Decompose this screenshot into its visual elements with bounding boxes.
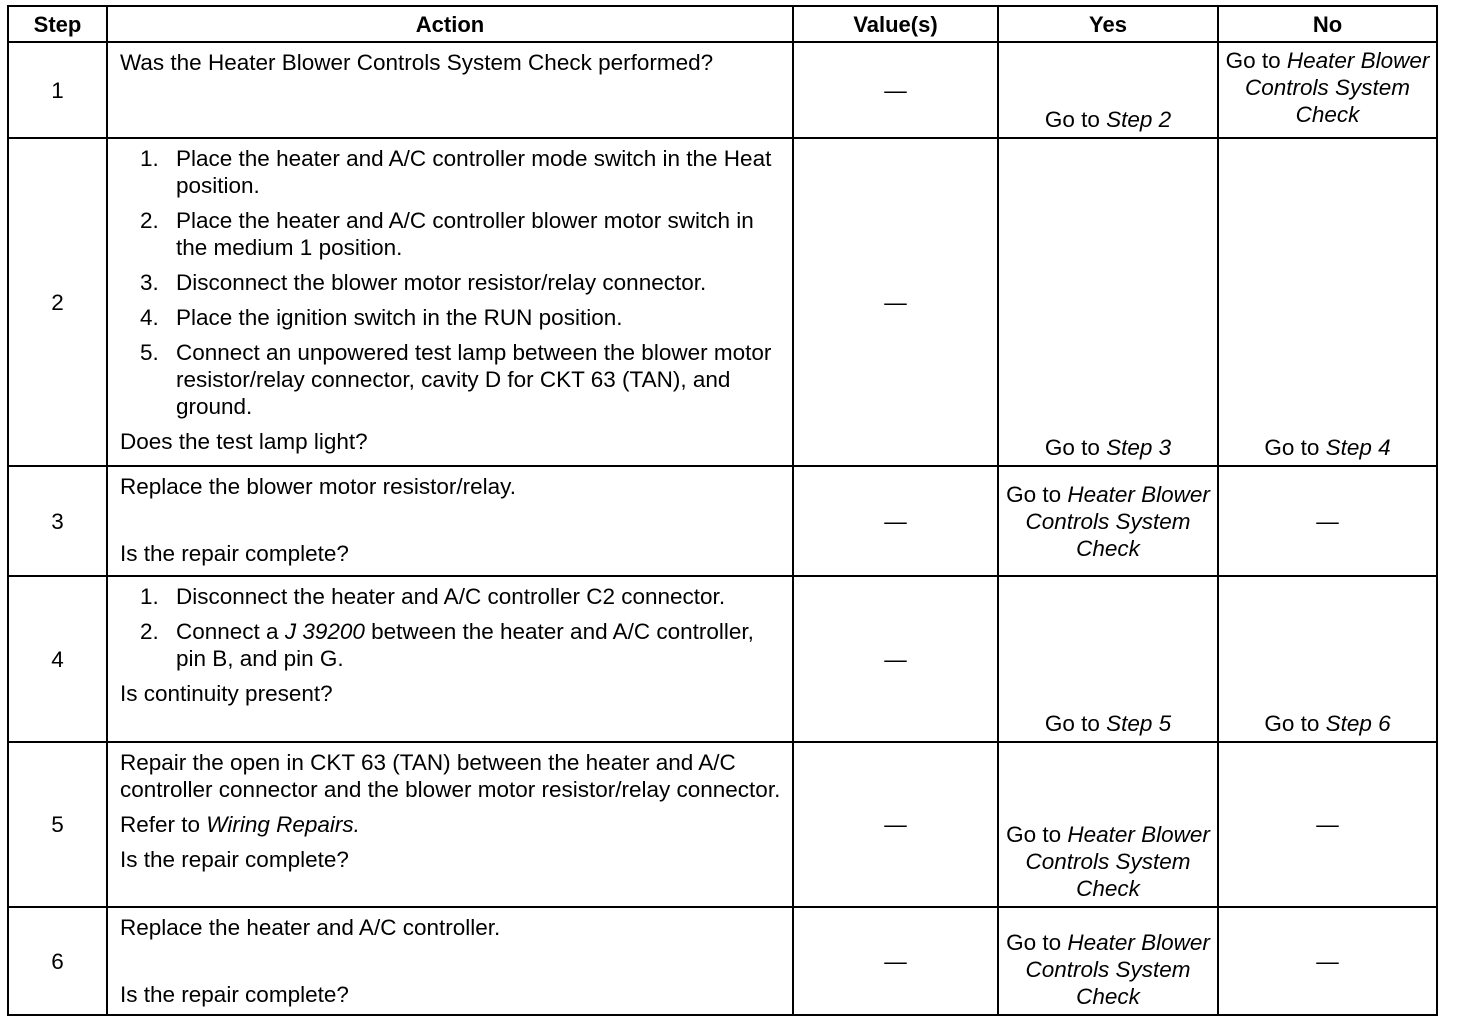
no-prefix: Go to xyxy=(1264,435,1326,460)
action-cell xyxy=(107,138,793,466)
value-cell: — xyxy=(793,907,998,1015)
value-cell: — xyxy=(793,742,998,907)
list-item: 1. Disconnect the heater and A/C controller C2 connector. xyxy=(140,584,726,609)
header-action: Action xyxy=(107,6,793,42)
list-item: 2. Connect a J 39200 between the heater and A/C controller, pin B, and pin G. xyxy=(140,619,754,671)
table-row xyxy=(8,742,1437,907)
yes-link[interactable]: Heater Blower Controls System Check xyxy=(1025,481,1210,561)
yes-cell xyxy=(998,42,1218,138)
tool-name: J 39200 xyxy=(284,619,365,644)
no-prefix: Go to xyxy=(1264,711,1326,736)
list-item: 4. Place the ignition switch in the RUN position. xyxy=(140,305,623,330)
header-no: No xyxy=(1218,6,1437,42)
no-cell xyxy=(1218,576,1437,742)
action-cell xyxy=(107,742,793,907)
question-text: Is the repair complete? xyxy=(120,847,349,872)
action-text: Was the Heater Blower Controls System Check performed? xyxy=(120,50,714,75)
step-number: 6 xyxy=(8,907,107,1015)
action-cell xyxy=(107,466,793,576)
substep-list xyxy=(120,145,782,420)
step-number: 5 xyxy=(8,742,107,907)
yes-cell xyxy=(998,576,1218,742)
value-cell: — xyxy=(793,576,998,742)
list-item: 2. Place the heater and A/C controller blower motor switch in the medium 1 position. xyxy=(140,208,754,260)
yes-link[interactable]: Step 3 xyxy=(1106,435,1172,460)
yes-link[interactable]: Step 2 xyxy=(1106,107,1172,132)
yes-link[interactable]: Heater Blower Controls System Check xyxy=(1025,930,1210,1009)
step-number: 2 xyxy=(8,138,107,466)
yes-link[interactable]: Heater Blower Controls System Check xyxy=(1025,822,1210,901)
no-cell: — xyxy=(1218,466,1437,576)
action-cell xyxy=(107,907,793,1015)
yes-cell xyxy=(998,466,1218,576)
step-number: 1 xyxy=(8,42,107,138)
header-step: Step xyxy=(8,6,107,42)
no-link[interactable]: Heater Blower Controls System Check xyxy=(1244,48,1430,127)
header-values: Value(s) xyxy=(793,6,998,42)
action-text: Replace the heater and A/C controller. xyxy=(120,915,501,940)
header-row xyxy=(8,6,1437,42)
yes-prefix: Go to xyxy=(1006,930,1068,955)
yes-link[interactable]: Step 5 xyxy=(1106,711,1172,736)
action-text: Repair the open in CKT 63 (TAN) between the heater and A/C controller connector and the blower motor resistor/relay connector. xyxy=(120,750,781,802)
question-text: Is the repair complete? xyxy=(120,982,349,1007)
yes-cell xyxy=(998,742,1218,907)
no-cell xyxy=(1218,138,1437,466)
step-number: 3 xyxy=(8,466,107,576)
action-text: Replace the blower motor resistor/relay. xyxy=(120,474,516,499)
no-cell xyxy=(1218,42,1437,138)
no-prefix: Go to xyxy=(1225,48,1287,73)
value-cell: — xyxy=(793,466,998,576)
diagnostic-table xyxy=(7,5,1438,1016)
table-row xyxy=(8,907,1437,1015)
table-row xyxy=(8,138,1437,466)
table-row xyxy=(8,576,1437,742)
refer-text: Refer to Wiring Repairs. xyxy=(120,812,360,837)
no-cell: — xyxy=(1218,742,1437,907)
question-text: Is the repair complete? xyxy=(120,541,349,566)
list-item: 5. Connect an unpowered test lamp between the blower motor resistor/relay connector, cavity D for CKT 63 (TAN), and ground. xyxy=(140,340,772,419)
table-row xyxy=(8,42,1437,138)
wiring-repairs-link[interactable]: Wiring Repairs. xyxy=(206,812,360,837)
question-text: Does the test lamp light? xyxy=(120,429,368,454)
action-cell xyxy=(107,576,793,742)
list-item: 3. Disconnect the blower motor resistor/relay connector. xyxy=(140,270,707,295)
yes-prefix: Go to xyxy=(1006,481,1068,507)
substep-list xyxy=(120,583,782,672)
value-cell: — xyxy=(793,42,998,138)
value-cell: — xyxy=(793,138,998,466)
no-link[interactable]: Step 4 xyxy=(1325,435,1391,460)
yes-prefix: Go to xyxy=(1006,822,1068,847)
yes-cell xyxy=(998,138,1218,466)
question-text: Is continuity present? xyxy=(120,681,333,706)
no-link[interactable]: Step 6 xyxy=(1325,711,1391,736)
yes-prefix: Go to xyxy=(1044,711,1107,736)
step-number: 4 xyxy=(8,576,107,742)
list-item: 1. Place the heater and A/C controller mode switch in the Heat position. xyxy=(140,146,772,198)
header-yes: Yes xyxy=(998,6,1218,42)
yes-prefix: Go to xyxy=(1044,107,1107,132)
action-cell xyxy=(107,42,793,138)
table-row xyxy=(8,466,1437,576)
yes-prefix: Go to xyxy=(1044,435,1107,460)
yes-cell xyxy=(998,907,1218,1015)
no-cell: — xyxy=(1218,907,1437,1015)
